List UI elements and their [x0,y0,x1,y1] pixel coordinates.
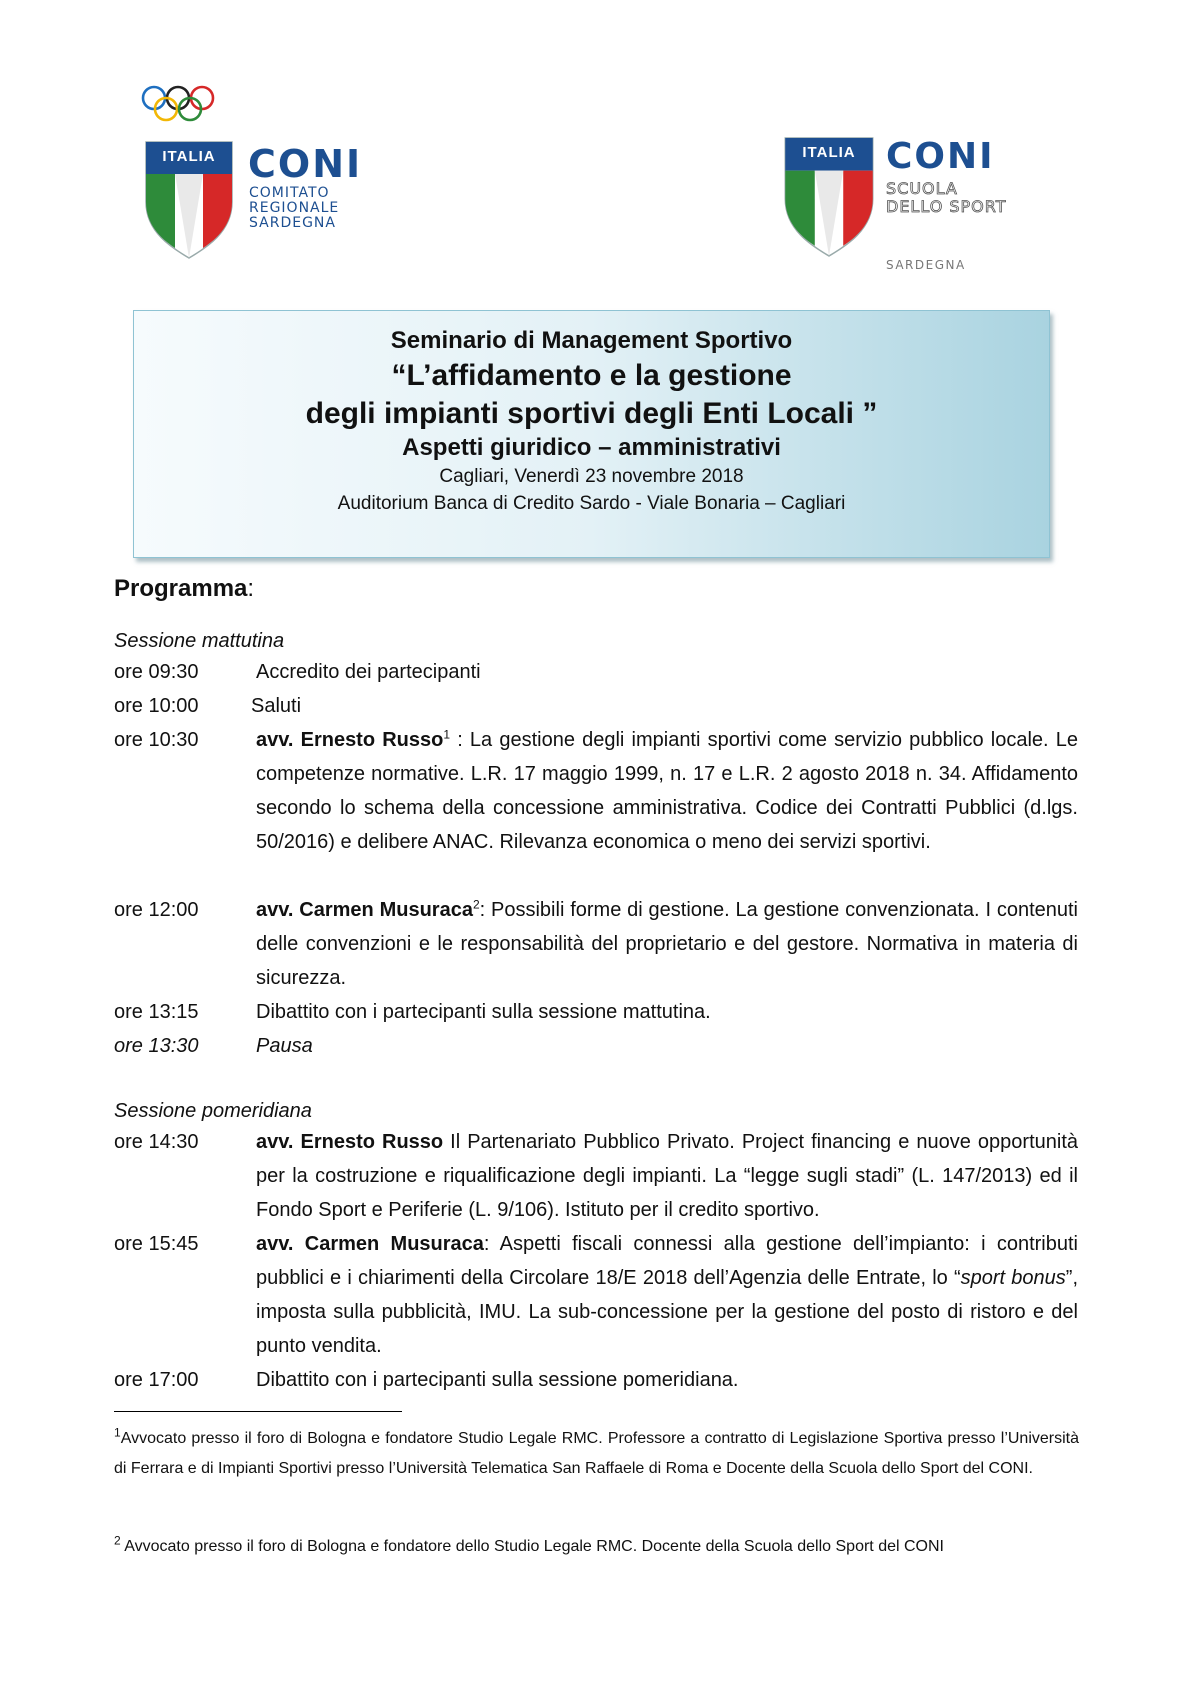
seminar-date: Cagliari, Venerdì 23 novembre 2018 [439,466,744,487]
talk-text: ”, imposta sulla pubblicità, IMU. La sub-concessione per la gestione del posto di ristoro e del punto vendita. [256,1267,1078,1357]
footnote-ref: 1 [443,727,451,742]
schedule-time: ore 14:30 [114,1131,199,1153]
seminar-title-line2: degli impianti sportivi degli Enti Locali ” [305,397,878,430]
schedule-time: ore 15:45 [114,1233,199,1255]
schedule-row [114,655,1084,689]
schedule-time: ore 10:30 [114,729,199,751]
schedule-desc: Saluti [251,695,302,717]
seminar-venue: Auditorium Banca di Credito Sardo - Viale Bonaria – Cagliari [337,493,846,514]
footnote-number: 1 [114,1425,121,1440]
footnote-1 [114,1424,1079,1484]
schedule-time: ore 10:00 [114,695,199,717]
schedule-row [114,689,1084,723]
speaker-name: avv. Carmen Musuraca [256,899,473,921]
schedule-desc: Accredito dei partecipanti [256,661,481,683]
seminar-series: Seminario di Management Sportivo [390,327,793,354]
speaker-name: avv. Ernesto Russo [256,1131,444,1153]
speaker-name: avv. Ernesto Russo [256,729,444,751]
afternoon-session-label: Sessione pomeridiana [114,1100,312,1122]
schedule-row [114,1029,1084,1063]
programma-heading-text: Programma [114,575,248,602]
schedule-desc [256,723,1078,859]
brand-sub-3: SARDEGNA [249,215,336,231]
shield-label: ITALIA [802,144,856,161]
schedule-desc: Dibattito con i partecipanti sulla sessione mattutina. [256,1001,711,1023]
olympic-rings-icon [138,84,238,124]
brand-name: CONI [886,136,995,177]
brand-sub-2: REGIONALE [249,200,340,216]
schedule-desc: Dibattito con i partecipanti sulla sessione pomeridiana. [256,1369,739,1391]
schedule-desc [256,1227,1078,1363]
footnote-2 [114,1532,1079,1562]
coni-sardegna-logo [138,84,398,264]
programma-heading-colon: : [247,575,255,602]
footnote-number: 2 [114,1533,121,1548]
brand-sub-1: COMITATO [249,185,330,201]
footnote-divider [114,1411,402,1412]
schedule-time: ore 13:15 [114,1001,199,1023]
schedule-time: ore 17:00 [114,1369,199,1391]
footnote-ref: 2 [472,897,480,912]
shield-label: ITALIA [162,148,216,165]
talk-text: : La gestione degli impianti sportivi come servizio pubblico locale. Le competenze normative. L.R. 17 maggio 1999, n. 17 e L.R. 2 agosto 2018 n. 34. Affidamento secondo lo schema della concessione amministrativa. Codice dei Contratti Pubblici (d.lgs. 50/2016) e delibere ANAC. Rilevanza economica o meno dei servizi sportivi. [256,729,1079,853]
schedule-row [114,1363,1084,1397]
programma-heading [114,575,254,603]
morning-session-label: Sessione mattutina [114,630,285,652]
talk-text-italic: sport bonus [960,1267,1066,1289]
schedule-row [114,1227,1084,1363]
seminar-title-box [133,310,1050,558]
schedule-desc: Pausa [256,1035,313,1057]
schedule-time: ore 09:30 [114,661,199,683]
talk-text: Il Partenariato Pubblico Privato. Project financing e nuove opportunità per la costruzione e riqualificazione degli impianti. La “legge sugli stadi” (L. 147/2013) ed il Fondo Sport e Periferie (L. 9/106). Istituto per il credito sportivo. [256,1131,1079,1221]
schedule-row [114,723,1084,893]
seminar-subtitle: Aspetti giuridico – amministrativi [402,434,781,461]
schedule-time: ore 13:30 [114,1035,199,1057]
schedule-desc [256,893,1078,995]
schedule-row [114,1125,1084,1227]
footnote-text: Avvocato presso il foro di Bologna e fondatore Studio Legale RMC. Professore a contratto di Legislazione Sportiva presso l’Università di Ferrara e di Impianti Sportivi presso l’Università Telematica San Raffaele di Roma e Docente della Scuola dello Sport del CONI. [114,1430,1079,1477]
talk-text: : Aspetti fiscali connessi alla gestione dell’impianto: i contributi pubblici e i chiarimenti della Circolare 18/E 2018 dell’Agenzia delle Entrate, lo “ [256,1233,1078,1289]
brand-region: SARDEGNA [886,258,966,272]
schedule-row [114,995,1084,1029]
schedule-row [114,893,1084,995]
schedule-desc [256,1125,1078,1227]
brand-sub-2: DELLO SPORT [886,197,1007,216]
talk-text: : Possibili forme di gestione. La gestione convenzionata. I contenuti delle convenzioni e le responsabilità del proprietario e del gestore. Normativa in materia di sicurezza. [256,899,1079,989]
brand-name: CONI [248,142,363,186]
schedule-time: ore 12:00 [114,899,199,921]
coni-scuola-sport-logo [775,136,1035,276]
speaker-name: avv. Carmen Musuraca [256,1233,484,1255]
seminar-title-line1: “L’affidamento e la gestione [391,359,792,392]
footnote-text: Avvocato presso il foro di Bologna e fondatore dello Studio Legale RMC. Docente della Scuola dello Sport del CONI [120,1538,944,1555]
brand-sub-1: SCUOLA [886,179,958,198]
